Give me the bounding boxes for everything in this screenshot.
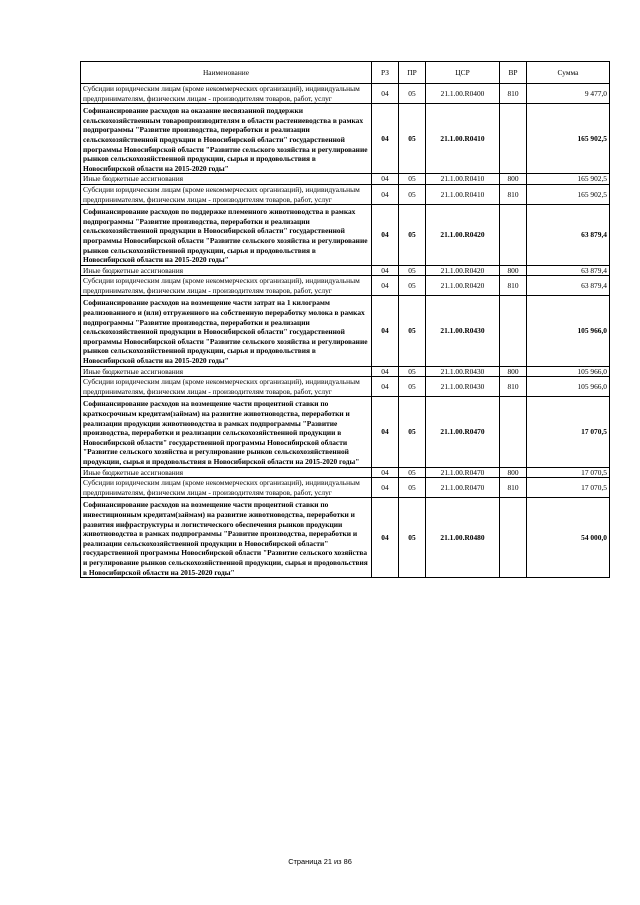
table-row — [81, 366, 610, 377]
cell-name: Иные бюджетные ассигнования — [81, 366, 372, 377]
table-row — [81, 84, 610, 104]
cell-csr: 21.1.00.R0410 — [426, 174, 500, 185]
cell-csr: 21.1.00.R0420 — [426, 276, 500, 296]
cell-pr: 05 — [399, 377, 426, 397]
table-row — [81, 184, 610, 204]
cell-vr: 800 — [500, 366, 527, 377]
header-name: Наименование — [81, 62, 372, 84]
cell-pr: 05 — [399, 84, 426, 104]
cell-name: Иные бюджетные ассигнования — [81, 265, 372, 276]
cell-vr: 800 — [500, 265, 527, 276]
table-row — [81, 498, 610, 578]
cell-rz: 04 — [372, 184, 399, 204]
cell-rz: 04 — [372, 265, 399, 276]
cell-pr: 05 — [399, 467, 426, 478]
cell-vr — [500, 104, 527, 174]
cell-name: Субсидии юридическим лицам (кроме некоммерческих организаций), индивидуальным предпринимателям, физическим лицам - производителям товаров, работ, услуг — [81, 184, 372, 204]
cell-pr: 05 — [399, 478, 426, 498]
cell-csr: 21.1.00.R0470 — [426, 467, 500, 478]
table-row — [81, 467, 610, 478]
cell-vr: 800 — [500, 467, 527, 478]
cell-sum: 54 000,0 — [527, 498, 610, 578]
table-row — [81, 296, 610, 366]
table-row — [81, 174, 610, 185]
header-csr: ЦСР — [426, 62, 500, 84]
cell-vr: 810 — [500, 478, 527, 498]
cell-rz: 04 — [372, 84, 399, 104]
cell-pr: 05 — [399, 205, 426, 266]
cell-csr: 21.1.00.R0420 — [426, 205, 500, 266]
cell-rz: 04 — [372, 478, 399, 498]
cell-vr — [500, 205, 527, 266]
cell-pr: 05 — [399, 104, 426, 174]
table-row — [81, 205, 610, 266]
cell-sum: 165 902,5 — [527, 184, 610, 204]
cell-vr — [500, 296, 527, 366]
table-row — [81, 276, 610, 296]
cell-pr: 05 — [399, 184, 426, 204]
cell-csr: 21.1.00.R0430 — [426, 296, 500, 366]
cell-rz: 04 — [372, 296, 399, 366]
cell-vr: 810 — [500, 184, 527, 204]
budget-table — [80, 61, 610, 578]
cell-vr: 800 — [500, 174, 527, 185]
cell-name: Субсидии юридическим лицам (кроме некоммерческих организаций), индивидуальным предпринимателям, физическим лицам - производителям товаров, работ, услуг — [81, 84, 372, 104]
header-rz: РЗ — [372, 62, 399, 84]
cell-vr: 810 — [500, 377, 527, 397]
cell-csr: 21.1.00.R0430 — [426, 366, 500, 377]
cell-name: Иные бюджетные ассигнования — [81, 467, 372, 478]
cell-pr: 05 — [399, 174, 426, 185]
cell-sum: 105 966,0 — [527, 296, 610, 366]
cell-csr: 21.1.00.R0410 — [426, 104, 500, 174]
cell-name: Иные бюджетные ассигнования — [81, 174, 372, 185]
cell-pr: 05 — [399, 366, 426, 377]
cell-sum: 17 070,5 — [527, 478, 610, 498]
cell-name: Субсидии юридическим лицам (кроме некоммерческих организаций), индивидуальным предпринимателям, физическим лицам - производителям товаров, работ, услуг — [81, 478, 372, 498]
cell-sum: 165 902,5 — [527, 104, 610, 174]
cell-vr: 810 — [500, 84, 527, 104]
cell-vr — [500, 498, 527, 578]
cell-csr: 21.1.00.R0430 — [426, 377, 500, 397]
cell-rz: 04 — [372, 205, 399, 266]
cell-vr: 810 — [500, 276, 527, 296]
cell-rz: 04 — [372, 498, 399, 578]
cell-sum: 17 070,5 — [527, 397, 610, 467]
cell-sum: 63 879,4 — [527, 205, 610, 266]
cell-pr: 05 — [399, 397, 426, 467]
cell-sum: 17 070,5 — [527, 467, 610, 478]
cell-vr — [500, 397, 527, 467]
cell-name: Софинансирование расходов на возмещение части затрат на 1 килограмм реализованного и (или) отгруженного на собственную переработку молока в рамках подпрограммы "Развитие производства, переработки и реализации сельскохозяйственной продукции в Новосибирской области" государственной программы Новосибирской области "Развитие сельского хозяйства и регулирование рынков сельскохозяйственной продукции, сырья и продовольствия в Новосибирской области на 2015-2020 годы" — [81, 296, 372, 366]
cell-csr: 21.1.00.R0470 — [426, 478, 500, 498]
cell-rz: 04 — [372, 104, 399, 174]
cell-rz: 04 — [372, 276, 399, 296]
page-number: Страница 21 из 86 — [288, 857, 352, 866]
cell-csr: 21.1.00.R0410 — [426, 184, 500, 204]
cell-sum: 165 902,5 — [527, 174, 610, 185]
cell-sum: 105 966,0 — [527, 377, 610, 397]
cell-csr: 21.1.00.R0420 — [426, 265, 500, 276]
cell-sum: 63 879,4 — [527, 276, 610, 296]
cell-sum: 105 966,0 — [527, 366, 610, 377]
cell-sum: 63 879,4 — [527, 265, 610, 276]
cell-rz: 04 — [372, 174, 399, 185]
cell-csr: 21.1.00.R0400 — [426, 84, 500, 104]
cell-rz: 04 — [372, 467, 399, 478]
cell-name: Софинансирование расходов на возмещение части процентной ставки по краткосрочным кредитам(займам) на развитие животноводства, переработки и реализации продукции животноводства в рамках подпрограммы "Развитие производства, переработки и реализации сельскохозяйственной продукции в Новосибирской области" государственной программы Новосибирской области "Развитие сельского хозяйства и регулирование рынков сельскохозяйственной продукции, сырья и продовольствия в Новосибирской области на 2015-2020 годы" — [81, 397, 372, 467]
table-row — [81, 104, 610, 174]
cell-csr: 21.1.00.R0480 — [426, 498, 500, 578]
header-vr: ВР — [500, 62, 527, 84]
cell-name: Субсидии юридическим лицам (кроме некоммерческих организаций), индивидуальным предпринимателям, физическим лицам - производителям товаров, работ, услуг — [81, 377, 372, 397]
cell-rz: 04 — [372, 397, 399, 467]
cell-rz: 04 — [372, 377, 399, 397]
cell-pr: 05 — [399, 265, 426, 276]
table-row — [81, 478, 610, 498]
cell-rz: 04 — [372, 366, 399, 377]
cell-sum: 9 477,0 — [527, 84, 610, 104]
header-pr: ПР — [399, 62, 426, 84]
table-row — [81, 265, 610, 276]
cell-name: Софинансирование расходов по поддержке племенного животноводства в рамках подпрограммы "Развитие производства, переработки и реализации сельскохозяйственной продукции в Новосибирской области" государственной программы Новосибирской области "Развитие сельского хозяйства и регулирование рынков сельскохозяйственной продукции, сырья и продовольствия в Новосибирской области на 2015-2020 годы" — [81, 205, 372, 266]
cell-pr: 05 — [399, 498, 426, 578]
cell-pr: 05 — [399, 296, 426, 366]
table-row — [81, 397, 610, 467]
cell-name: Софинансирование расходов на оказание несвязанной поддержки сельскохозяйственным товаропроизводителям в области растениеводства в рамках подпрограммы "Развитие производства, переработки и реализации сельскохозяйственной продукции в Новосибирской области" государственной программы Новосибирской области "Развитие сельского хозяйства и регулирование рынков сельскохозяйственной продукции, сырья и продовольствия в Новосибирской области на 2015-2020 годы" — [81, 104, 372, 174]
cell-name: Софинансирование расходов на возмещение части процентной ставки по инвестиционным кредитам(займам) на развитие животноводства, переработки и развития инфраструктуры и логистического обеспечения рынков продукции животноводства в рамках подпрограммы "Развитие производства, переработки и реализации сельскохозяйственной продукции в Новосибирской области" государственной программы Новосибирской области "Развитие сельского хозяйства и регулирование рынков сельскохозяйственной продукции, сырья и продовольствия в Новосибирской области на 2015-2020 годы" — [81, 498, 372, 578]
cell-pr: 05 — [399, 276, 426, 296]
cell-name: Субсидии юридическим лицам (кроме некоммерческих организаций), индивидуальным предпринимателям, физическим лицам - производителям товаров, работ, услуг — [81, 276, 372, 296]
table-row — [81, 377, 610, 397]
cell-csr: 21.1.00.R0470 — [426, 397, 500, 467]
header-sum: Сумма — [527, 62, 610, 84]
table-header-row — [81, 62, 610, 84]
